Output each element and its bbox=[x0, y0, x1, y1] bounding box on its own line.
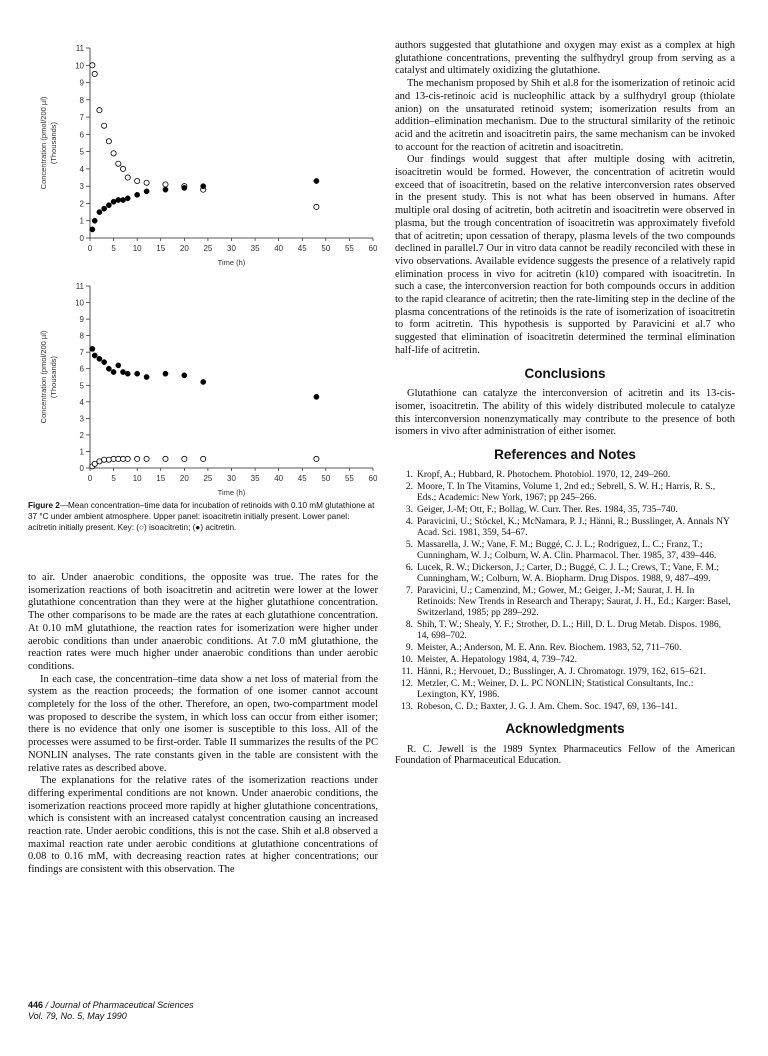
reference-number: 1. bbox=[405, 469, 413, 480]
acitretin-point bbox=[120, 197, 125, 202]
reference-item bbox=[395, 620, 735, 642]
y-axis-sublabel: (Thousands) bbox=[49, 121, 58, 165]
y-tick-label: 11 bbox=[75, 44, 84, 53]
reference-text: Kropf, A.; Hubbard, R. Photochem. Photobiol. 1970, 12, 249–260. bbox=[417, 469, 671, 480]
isoacitretin-point bbox=[120, 166, 125, 171]
y-tick-label: 10 bbox=[75, 298, 84, 308]
chart-upper-panel bbox=[28, 40, 388, 270]
acitretin-point bbox=[106, 366, 111, 371]
isoacitretin-point bbox=[90, 63, 95, 68]
y-tick-label: 7 bbox=[79, 348, 84, 358]
reference-text: Shih, T. W.; Shealy, Y. F.; Strother, D. L.; Hill, D. L. Drug Metab. Dispos. 1986, 14, 698–702. bbox=[417, 619, 722, 641]
reference-text: Moore, T. In The Vitamins, Volume 1, 2nd ed.; Sebrell, S. W. H.; Harris, R. S., Eds.; Academic: New York, 1967; pp 245–266. bbox=[417, 481, 716, 503]
x-axis-label: Time (h) bbox=[217, 488, 246, 497]
x-tick-label: 60 bbox=[368, 474, 378, 483]
conclusions-text: Glutathione can catalyze the interconversion of acitretin and its 13-cis-isomer, isoacitretin. The ability of this widely distributed molecule to catalyze this interconversion nonenzymatically may contribute to the presence of both isomers in vivo after administration of either isomer. bbox=[395, 388, 735, 438]
y-tick-label: 6 bbox=[79, 130, 84, 140]
acitretin-point bbox=[163, 371, 168, 376]
x-tick-label: 50 bbox=[321, 244, 331, 253]
y-tick-label: 1 bbox=[79, 447, 84, 457]
acitretin-point bbox=[90, 346, 95, 351]
acitretin-point bbox=[92, 353, 97, 358]
reference-number: 4. bbox=[405, 516, 413, 527]
x-tick-label: 30 bbox=[227, 244, 236, 253]
figure-caption bbox=[28, 500, 378, 533]
x-tick-label: 20 bbox=[179, 474, 189, 483]
left-column-paragraph: The explanations for the relative rates of the isomerization reactions under differing experimental conditions are not known. Under anaerobic conditions, the isomerization reactions proceed more rapidly at higher glutathione concentrations, which is consistent with an increased catalyst concentration causing an increased reaction rate. Under aerobic conditions, this is not the case. Shih et al.8 observed a maximal reaction rate under aerobic conditions at glutathione concentrations of 0.08 to 0.16 mM, with decreasing reaction rates at higher concentrations; our findings are consistent with this observation. The bbox=[28, 775, 378, 876]
reference-number: 3. bbox=[405, 504, 413, 515]
reference-item bbox=[395, 470, 735, 481]
reference-text: Hänni, R.; Hervouet, D.; Busslinger, A. J. Chromatogr. 1979, 162, 615–621. bbox=[417, 666, 707, 677]
x-tick-label: 0 bbox=[87, 244, 93, 253]
isoacitretin-point bbox=[106, 139, 111, 144]
x-tick-label: 55 bbox=[344, 474, 354, 483]
isoacitretin-point bbox=[111, 151, 116, 156]
x-tick-label: 35 bbox=[250, 474, 260, 483]
y-tick-label: 11 bbox=[75, 282, 84, 291]
reference-item bbox=[395, 505, 735, 516]
y-tick-label: 8 bbox=[79, 95, 84, 105]
x-tick-label: 25 bbox=[203, 474, 213, 483]
acitretin-point bbox=[97, 209, 102, 214]
acitretin-point bbox=[125, 371, 130, 376]
reference-item bbox=[395, 679, 735, 701]
upper-panel-plot bbox=[28, 40, 388, 270]
reference-item bbox=[395, 655, 735, 666]
reference-item bbox=[395, 563, 735, 585]
left-column bbox=[28, 572, 378, 877]
y-tick-label: 1 bbox=[79, 216, 84, 226]
y-tick-label: 5 bbox=[79, 147, 84, 157]
y-tick-label: 10 bbox=[75, 61, 84, 71]
acitretin-point bbox=[201, 184, 206, 189]
x-tick-label: 35 bbox=[250, 244, 260, 253]
acitretin-point bbox=[102, 360, 107, 365]
isoacitretin-point bbox=[135, 178, 140, 183]
isoacitretin-point bbox=[135, 456, 140, 461]
isoacitretin-point bbox=[116, 161, 121, 166]
x-tick-label: 5 bbox=[111, 474, 116, 483]
isoacitretin-point bbox=[92, 71, 97, 76]
y-tick-label: 2 bbox=[79, 430, 84, 440]
reference-number: 12. bbox=[401, 678, 413, 689]
y-axis-sublabel: (Thousands) bbox=[49, 355, 58, 399]
acitretin-point bbox=[116, 197, 121, 202]
acitretin-point bbox=[135, 192, 140, 197]
isoacitretin-point bbox=[163, 182, 168, 187]
y-tick-label: 5 bbox=[79, 381, 84, 391]
reference-item bbox=[395, 482, 735, 504]
right-column-paragraph: authors suggested that glutathione and oxygen may exist as a complex at high glutathione concentrations, preventing the sulfhydryl group from serving as a catalyst and ultimately oxidizing the glutathione. bbox=[395, 40, 735, 77]
acitretin-point bbox=[144, 189, 149, 194]
isoacitretin-point bbox=[201, 456, 206, 461]
y-tick-label: 4 bbox=[79, 164, 84, 174]
acitretin-point bbox=[111, 199, 116, 204]
reference-text: Lucek, R. W.; Dickerson, J.; Carter, D.; Buggé, C. J. L.; Crews, T.; Vane, F. M.; Cunningham, W.; Colburn, W. A. Biopharm. Drug Dispos. 1988, 9, 487–499. bbox=[417, 562, 720, 584]
reference-item bbox=[395, 643, 735, 654]
caption-label: Figure 2 bbox=[28, 501, 60, 510]
x-tick-label: 30 bbox=[227, 474, 236, 483]
isoacitretin-point bbox=[144, 456, 149, 461]
x-tick-label: 40 bbox=[274, 474, 284, 483]
references-heading: References and Notes bbox=[494, 447, 636, 463]
acknowledgments-heading: Acknowledgments bbox=[505, 720, 625, 736]
isoacitretin-point bbox=[314, 204, 319, 209]
acknowledgments-text: R. C. Jewell is the 1989 Syntex Pharmaceutics Fellow of the American Foundation of Pharmaceutical Education. bbox=[395, 743, 735, 766]
y-tick-label: 3 bbox=[79, 182, 84, 192]
y-tick-label: 7 bbox=[79, 113, 84, 123]
y-tick-label: 9 bbox=[79, 78, 84, 88]
reference-text: Paravicini, U.; Camenzind, M.; Gower, M.; Geiger, J.-M; Saurat, J. H. In Retinoids: New Trends in Research and Therapy; Saurat, J. H., Ed.; Karger: Basel, Switzerland, 1985; pp 289–292. bbox=[417, 585, 731, 618]
right-column bbox=[395, 40, 735, 767]
page-footer bbox=[28, 1000, 194, 1022]
x-tick-label: 0 bbox=[87, 474, 93, 483]
reference-text: Meister, A.; Anderson, M. E. Ann. Rev. Biochem. 1983, 52, 711–760. bbox=[417, 642, 682, 653]
y-tick-label: 9 bbox=[79, 315, 84, 325]
x-tick-label: 45 bbox=[297, 244, 307, 253]
reference-number: 6. bbox=[405, 562, 413, 573]
x-tick-label: 15 bbox=[156, 474, 166, 483]
x-tick-label: 60 bbox=[368, 244, 378, 253]
conclusions-heading: Conclusions bbox=[524, 365, 606, 381]
x-tick-label: 55 bbox=[344, 244, 354, 253]
caption-text: —Mean concentration–time data for incubation of retinoids with 0.10 mM glutathione at 37 °C under ambient atmosphere. Upper panel: isoacitretin initially present. Lower panel: acitretin initially present. Key: (○) isoacitretin; (●) acitretin. bbox=[28, 501, 375, 532]
x-tick-label: 5 bbox=[111, 244, 116, 253]
acitretin-point bbox=[125, 196, 130, 201]
y-tick-label: 6 bbox=[79, 364, 84, 374]
isoacitretin-point bbox=[144, 180, 149, 185]
right-column-paragraph: Our findings would suggest that after multiple dosing with acitretin, isoacitretin would be formed. However, the concentration of acitretin would exceed that of isoacitretin, based on the relative interconversion rates observed in the present study. This is not what has been observed in humans. After multiple oral dosing of acitretin, both acitretin and isoacitretin were observed in plasma, but the trough concentration of isoacitretin was approximately fivefold that of acitretin; upon cessation of therapy, plasma levels of the two compounds declined in parallel.7 Our in vitro data cannot be readily reconciled with these in vivo observations. Available evidence suggests the presence of a relatively rapid elimination process in vivo for acitretin (k10) compared with isoacitretin. In such a case, the interconversion reaction for both compounds occurs in addition to the rapid clearance of acitretin; then the rate-limiting step in the decline of the plasma concentrations of the retinoids is the rate of isomerization of isoacitretin to form acitretin. This hypothesis is supported by Paravicini et al.7 who suggested that elimination of isoacitretin determined the terminal elimination half-life of acitretin. bbox=[395, 154, 735, 356]
acitretin-point bbox=[106, 203, 111, 208]
chart-lower-panel bbox=[28, 278, 388, 500]
x-axis-label: Time (h) bbox=[217, 258, 246, 267]
isoacitretin-point bbox=[182, 456, 187, 461]
acitretin-point bbox=[92, 218, 97, 223]
reference-text: Massarella, J. W.; Vane, F. M.; Buggé, C. J. L.; Rodriguez, L. C.; Franz, T.; Cunningham, W. J.; Colburn, W. A. Clin. Pharmacol. Ther. 1985, 37, 439–446. bbox=[417, 539, 717, 561]
acitretin-point bbox=[201, 379, 206, 384]
isoacitretin-point bbox=[125, 456, 130, 461]
reference-item bbox=[395, 702, 735, 713]
y-axis-label: Concentration (pmol/200 µl) bbox=[39, 96, 48, 190]
y-tick-label: 4 bbox=[79, 397, 84, 407]
x-tick-label: 10 bbox=[132, 244, 142, 253]
reference-item bbox=[395, 540, 735, 562]
y-tick-label: 3 bbox=[79, 414, 84, 424]
reference-text: Robeson, C. D.; Baxter, J. G. J. Am. Chem. Soc. 1947, 69, 136–141. bbox=[417, 701, 678, 712]
acitretin-point bbox=[116, 363, 121, 368]
y-tick-label: 0 bbox=[79, 464, 84, 473]
reference-number: 5. bbox=[405, 539, 413, 550]
reference-text: Metzler, C. M.; Weiner, D. L. PC NONLIN; Statistical Consultants, Inc.: Lexington, KY, 1986. bbox=[417, 678, 694, 700]
isoacitretin-point bbox=[125, 175, 130, 180]
acitretin-point bbox=[135, 371, 140, 376]
isoacitretin-point bbox=[97, 108, 102, 113]
left-column-paragraph: In each case, the concentration–time data show a net loss of material from the system as the reaction proceeds; the formation of one isomer cannot account completely for the loss of the other. Therefore, an open, two-compartment model was proposed to describe the system, in which loss can occur from either isomer; there is no evidence that only one isomer is susceptible to this loss. All of the processes were assumed to be first-order. Table II summarizes the results of the PC NONLIN analyses. The rate constants given in the table are consistent with the relative rates as described above. bbox=[28, 673, 378, 774]
reference-number: 10. bbox=[401, 654, 413, 665]
acitretin-point bbox=[102, 206, 107, 211]
acitretin-point bbox=[314, 178, 319, 183]
references-list bbox=[395, 470, 735, 713]
reference-number: 9. bbox=[405, 642, 413, 653]
x-tick-label: 10 bbox=[132, 474, 142, 483]
reference-item bbox=[395, 517, 735, 539]
reference-number: 13. bbox=[401, 701, 413, 712]
reference-item bbox=[395, 586, 735, 619]
reference-number: 11. bbox=[401, 666, 413, 677]
x-tick-label: 15 bbox=[156, 244, 166, 253]
journal-volume: Vol. 79, No. 5, May 1990 bbox=[28, 1011, 127, 1021]
right-paragraphs bbox=[395, 40, 735, 358]
lower-panel-plot bbox=[28, 278, 388, 500]
isoacitretin-point bbox=[102, 123, 107, 128]
acitretin-point bbox=[182, 185, 187, 190]
isoacitretin-point bbox=[314, 456, 319, 461]
x-tick-label: 45 bbox=[297, 474, 307, 483]
page-number: 446 bbox=[28, 1000, 44, 1010]
reference-number: 2. bbox=[405, 481, 413, 492]
y-tick-label: 8 bbox=[79, 331, 84, 341]
y-tick-label: 2 bbox=[79, 199, 84, 209]
reference-text: Paravicini, U.; Stöckel, K.; McNamara, P. J.; Hänni, R.; Busslinger, A. Annals NY Acad. Sci. 1981, 359, 54–67. bbox=[417, 516, 730, 538]
acitretin-point bbox=[144, 374, 149, 379]
x-tick-label: 50 bbox=[321, 474, 331, 483]
y-tick-label: 0 bbox=[79, 234, 84, 243]
x-tick-label: 40 bbox=[274, 244, 284, 253]
reference-text: Meister, A. Hepatology 1984, 4, 739–742. bbox=[417, 654, 578, 665]
x-tick-label: 25 bbox=[203, 244, 213, 253]
x-tick-label: 20 bbox=[179, 244, 189, 253]
acitretin-point bbox=[97, 356, 102, 361]
journal-name: / Journal of Pharmaceutical Sciences bbox=[45, 1000, 194, 1010]
acitretin-point bbox=[163, 187, 168, 192]
reference-item bbox=[395, 667, 735, 678]
y-axis-label: Concentration (pmol/200 µl) bbox=[39, 330, 48, 424]
acitretin-point bbox=[120, 369, 125, 374]
acitretin-point bbox=[182, 373, 187, 378]
right-column-paragraph: The mechanism proposed by Shih et al.8 for the isomerization of retinoic acid and 13-cis-retinoic acid is nucleophilic attack by a sulfhydryl group (thiolate anion) on the unsaturated retinoid system; isomerization results from an addition–elimination mechanism. Due to the structural similarity of the retinoic acid and the acitretin and isoacitretin pairs, the same mechanism can be invoked to account for the reaction of acitretin and isoacitretin. bbox=[395, 78, 735, 153]
isoacitretin-point bbox=[106, 457, 111, 462]
reference-number: 7. bbox=[405, 585, 413, 596]
left-column-paragraph: to air. Under anaerobic conditions, the opposite was true. The rates for the isomerization reactions of both isoacitretin and acitretin were lower at the lower glutathione concentration than they were at the higher glutathione concentration. The other comparisons to be made are the rates at each glutathione concentration. At 0.10 mM glutathione, the reaction rates for isomerization were higher under aerobic conditions than under anaerobic conditions. At 7.0 mM glutathione, the reaction rates were much higher under anaerobic conditions than under aerobic conditions. bbox=[28, 572, 378, 672]
isoacitretin-point bbox=[163, 456, 168, 461]
acitretin-point bbox=[90, 227, 95, 232]
reference-number: 8. bbox=[405, 619, 413, 630]
reference-text: Geiger, J.-M; Ott, F.; Bollag, W. Curr. Ther. Res. 1984, 35, 735–740. bbox=[417, 504, 678, 515]
acitretin-point bbox=[111, 369, 116, 374]
acitretin-point bbox=[314, 394, 319, 399]
